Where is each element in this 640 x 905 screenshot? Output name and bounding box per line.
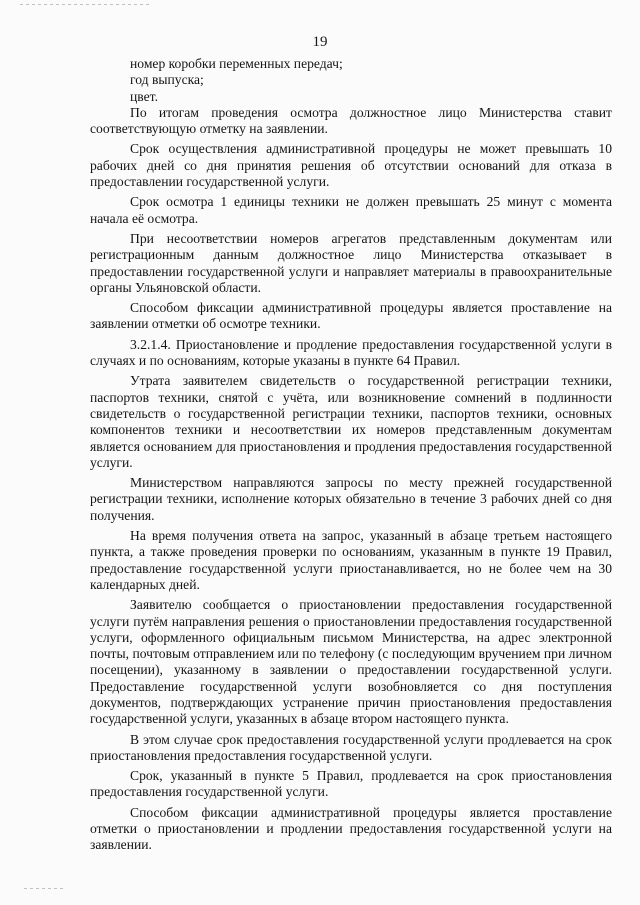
paragraph-term-rules-5: Срок, указанный в пункте 5 Правил, продлевается на срок приостановления предоставления государственной услуги. [90,768,612,800]
paragraph-suspension-period: На время получения ответа на запрос, указанный в абзаце третьем настоящего пункта, а также проведения проверки по основаниям, указанным в пункте 19 Правил, предоставление государственной услуги приостанавливается, но не более чем на 30 календарных дней. [90,528,612,592]
paragraph-section-3-2-1-4: 3.2.1.4. Приостановление и продление предоставления государственной услуги в случаях и по основаниям, которые указаны в пункте 64 Правил. [90,336,612,369]
paragraph-term-extension: В этом случае срок предоставления государственной услуги продлевается на срок приостановления предоставления государственной услуги. [90,731,612,763]
paragraph-gearbox-number: номер коробки переменных передач; [130,56,343,71]
paragraph-number-mismatch: При несоответствии номеров агрегатов представленным документам или регистрационным данным должностное лицо Министерства отказывает в предоставлении государственной услуги и направляет материалы в правоохранительные органы Ульяновской области. [90,230,612,295]
scan-edge-mark-bottom [24,888,64,889]
scan-edge-mark-top [20,4,150,5]
paragraph-inspection-result: По итогам проведения осмотра должностное лицо Министерства ставит соответствующую отметку на заявлении. [90,104,612,137]
paragraph-fixation-method-suspension: Способом фиксации административной процедуры является проставление отметки о приостановлении и продлении предоставления государственной услуги на заявлении. [90,804,612,853]
paragraph-procedure-term: Срок осуществления административной процедуры не может превышать 10 рабочих дней со дня принятия решения об отсутствии оснований для отказа в предоставлении государственной услуги. [90,141,612,190]
paragraph-ministry-requests: Министерством направляются запросы по месту прежней государственной регистрации техники, исполнение которых обязательно в течение 3 рабочих дней со дня получения. [90,475,612,523]
paragraph-applicant-notification: Заявителю сообщается о приостановлении предоставления государственной услуги путём направления решения о приостановлении предоставления государственной услуги, оформленного официальным письмом Министерства, на адрес электронной почты, почтовым отправлением или по телефону (с последующим вручением при личном посещении), указанному в заявлении о предоставлении государственной услуги. Предоставление государственной услуги возобновляется со дня поступления документов, подтверждающих устранение причин приостановления предоставления государственной услуги, указанных в абзаце втором настоящего пункта. [90,597,612,727]
paragraph-loss-of-certificates: Утрата заявителем свидетельств о государственной регистрации техники, паспортов техники, снятой с учёта, или возникновение сомнений в подлинности свидетельств о государственной регистрации техники, паспортов техники, основных компонентов техники и несоответствии их номеров представленным документам является основанием для приостановления и продления предоставления государственной услуги. [90,373,612,470]
document-body [90,56,612,854]
paragraph-color: цвет. [130,88,158,104]
paragraph-fixation-method-inspection: Способом фиксации административной процедуры является проставление на заявлении отметки об осмотре техники. [90,300,612,332]
page-number: 19 [312,34,328,50]
paragraph-inspection-term: Срок осмотра 1 единицы техники не должен превышать 25 минут с момента начала её осмотра. [90,194,612,226]
paragraph-year: год выпуска; [130,72,204,88]
